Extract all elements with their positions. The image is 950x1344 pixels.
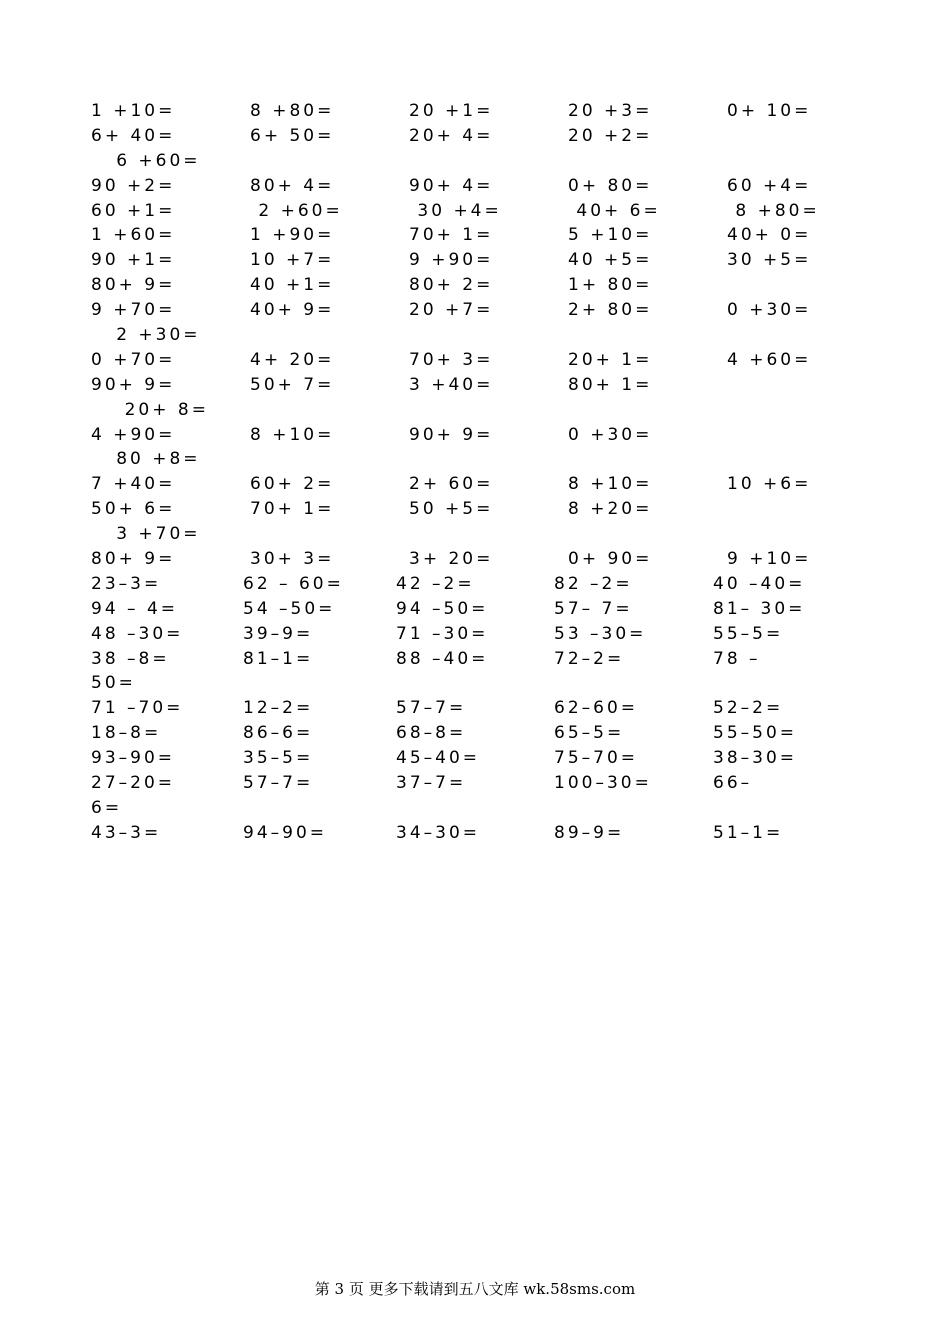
arithmetic-problem: 1 +10= [91,101,176,121]
problem-row [91,796,871,821]
arithmetic-problem: 40+ 0= [727,225,812,246]
arithmetic-problem: 88 –40= [396,648,489,669]
arithmetic-problem: 8 +80= [727,200,820,221]
arithmetic-problem: 7 +40= [91,474,176,495]
arithmetic-problem: 20+ 8= [91,399,209,420]
arithmetic-problem: 12–2= [243,698,314,719]
arithmetic-problem: 90+ 9= [409,424,494,445]
arithmetic-problem: 50+ 6= [91,499,176,520]
arithmetic-problem: 35–5= [243,748,314,769]
problem-row [91,572,871,597]
arithmetic-problem: 4 +90= [91,424,176,445]
arithmetic-problem: 2 +30= [91,325,201,346]
problem-row [91,124,871,149]
arithmetic-problem: 40 –40= [713,573,806,594]
arithmetic-problem: 30 +5= [727,250,812,271]
arithmetic-problem: 71 –30= [396,623,489,644]
arithmetic-problem: 1 +60= [91,225,176,246]
arithmetic-problem: 10 +7= [250,250,335,271]
arithmetic-problem: 89–9= [554,822,625,843]
arithmetic-problem: 72–2= [554,648,625,669]
arithmetic-problem: 18–8= [91,723,162,744]
problem-row [91,497,871,522]
arithmetic-problem: 40 +5= [568,250,653,271]
arithmetic-problem: 78 – [713,648,761,669]
arithmetic-problem: 1 +90= [250,225,335,246]
arithmetic-problem: 8 +80= [250,101,335,121]
arithmetic-problem: 90+ 4= [409,175,494,196]
arithmetic-problem: 20+ 1= [568,349,653,370]
arithmetic-problem: 4+ 20= [250,349,335,370]
arithmetic-problem: 80+ 4= [250,175,335,196]
problem-row [91,348,871,373]
arithmetic-problem: 66– [713,773,753,794]
page-footer: 第 3 页 更多下载请到五八文库 wk.58sms.com [314,1280,636,1298]
problem-row [91,547,871,572]
arithmetic-problem: 2 +60= [250,200,343,221]
arithmetic-problem: 23–3= [91,573,162,594]
problem-row [91,472,871,497]
arithmetic-problem: 70+ 3= [409,349,494,370]
arithmetic-problem: 20 +2= [568,125,653,146]
arithmetic-problem: 6+ 50= [250,125,335,146]
problem-row [91,423,871,448]
arithmetic-problem: 42 –2= [396,573,475,594]
arithmetic-problem: 60 +1= [91,200,176,221]
problem-row [91,298,871,323]
problem-row [91,199,871,224]
arithmetic-problem: 0 +30= [568,424,653,445]
arithmetic-problem: 52–2= [713,698,784,719]
arithmetic-problem: 60+ 2= [250,474,335,495]
problem-row [91,771,871,796]
arithmetic-problem: 80+ 9= [91,275,176,296]
arithmetic-problem: 70+ 1= [250,499,335,520]
arithmetic-problem: 57–7= [396,698,467,719]
arithmetic-problem: 10 +6= [727,474,812,495]
arithmetic-problem: 55–5= [713,623,784,644]
arithmetic-problem: 34–30= [396,822,481,843]
arithmetic-problem: 9 +10= [727,549,812,570]
arithmetic-problem: 2+ 80= [568,300,653,321]
arithmetic-problem: 51–1= [713,822,784,843]
arithmetic-problem: 90 +1= [91,250,176,271]
arithmetic-problem: 20 +7= [409,300,494,321]
arithmetic-problem: 8 +20= [568,499,653,520]
arithmetic-problem: 80+ 2= [409,275,494,296]
problem-row [91,622,871,647]
arithmetic-problem: 30+ 3= [250,549,335,570]
arithmetic-problem: 39–9= [243,623,314,644]
arithmetic-problem: 38 –8= [91,648,170,669]
arithmetic-problem: 54 –50= [243,598,336,619]
arithmetic-problem: 0 +30= [727,300,812,321]
arithmetic-problem: 20+ 4= [409,125,494,146]
arithmetic-problem: 40 +1= [250,275,335,296]
arithmetic-problem: 55–50= [713,723,798,744]
arithmetic-problem: 68–8= [396,723,467,744]
arithmetic-problem: 90 +2= [91,175,176,196]
arithmetic-problem: 3+ 20= [409,549,494,570]
arithmetic-problem: 27–20= [91,773,176,794]
problem-row [91,447,871,472]
arithmetic-problem: 80+ 1= [568,374,653,395]
arithmetic-problem: 57– 7= [554,598,633,619]
arithmetic-problem: 81– 30= [713,598,806,619]
arithmetic-problem: 94 –50= [396,598,489,619]
arithmetic-problem: 6 +60= [91,150,201,171]
arithmetic-problem: 43–3= [91,822,162,843]
arithmetic-problem: 48 –30= [91,623,184,644]
arithmetic-problem: 62 – 60= [243,573,344,594]
arithmetic-problem: 45–40= [396,748,481,769]
arithmetic-problem: 50+ 7= [250,374,335,395]
problem-row [91,671,871,696]
arithmetic-problem: 40+ 6= [568,200,661,221]
arithmetic-problem: 65–5= [554,723,625,744]
arithmetic-problem: 60 +4= [727,175,812,196]
problem-row [91,373,871,398]
problem-row [91,696,871,721]
problem-row [91,398,871,423]
arithmetic-problem: 2+ 60= [409,474,494,495]
arithmetic-problem: 62–60= [554,698,639,719]
arithmetic-problem: 0+ 80= [568,175,653,196]
problem-row [91,721,871,746]
arithmetic-problem: 86–6= [243,723,314,744]
problem-row [91,746,871,771]
arithmetic-problem: 0 +70= [91,349,176,370]
arithmetic-problem: 50= [91,673,136,694]
arithmetic-problem: 8 +10= [568,474,653,495]
arithmetic-problem: 93–90= [91,748,176,769]
problem-row [91,149,871,174]
arithmetic-problem: 6+ 40= [91,125,176,146]
problem-row [91,248,871,273]
arithmetic-problem: 0+ 10= [727,101,812,121]
arithmetic-problem: 20 +3= [568,101,653,121]
problem-sheet [91,99,871,846]
arithmetic-problem: 50 +5= [409,499,494,520]
problem-row [91,174,871,199]
arithmetic-problem: 4 +60= [727,349,812,370]
problem-row [91,821,871,846]
arithmetic-problem: 100–30= [554,773,652,794]
arithmetic-problem: 6= [91,797,123,818]
arithmetic-problem: 53 –30= [554,623,647,644]
problem-row [91,223,871,248]
arithmetic-problem: 90+ 9= [91,374,176,395]
arithmetic-problem: 0+ 90= [568,549,653,570]
arithmetic-problem: 1+ 80= [568,275,653,296]
arithmetic-problem: 20 +1= [409,101,494,121]
problem-row [91,522,871,547]
arithmetic-problem: 8 +10= [250,424,335,445]
arithmetic-problem: 70+ 1= [409,225,494,246]
arithmetic-problem: 82 –2= [554,573,633,594]
problem-row [91,597,871,622]
arithmetic-problem: 81–1= [243,648,314,669]
arithmetic-problem: 9 +70= [91,300,176,321]
problem-row [91,647,871,672]
arithmetic-problem: 94 – 4= [91,598,178,619]
arithmetic-problem: 5 +10= [568,225,653,246]
arithmetic-problem: 80+ 9= [91,549,176,570]
arithmetic-problem: 57–7= [243,773,314,794]
arithmetic-problem: 71 –70= [91,698,184,719]
arithmetic-problem: 30 +4= [409,200,502,221]
arithmetic-problem: 3 +40= [409,374,494,395]
arithmetic-problem: 94–90= [243,822,328,843]
problem-row [91,99,871,124]
problem-row [91,323,871,348]
problem-row [91,273,871,298]
arithmetic-problem: 38–30= [713,748,798,769]
arithmetic-problem: 75–70= [554,748,639,769]
arithmetic-problem: 9 +90= [409,250,494,271]
arithmetic-problem: 80 +8= [91,449,201,470]
arithmetic-problem: 3 +70= [91,524,201,545]
arithmetic-problem: 40+ 9= [250,300,335,321]
arithmetic-problem: 37–7= [396,773,467,794]
